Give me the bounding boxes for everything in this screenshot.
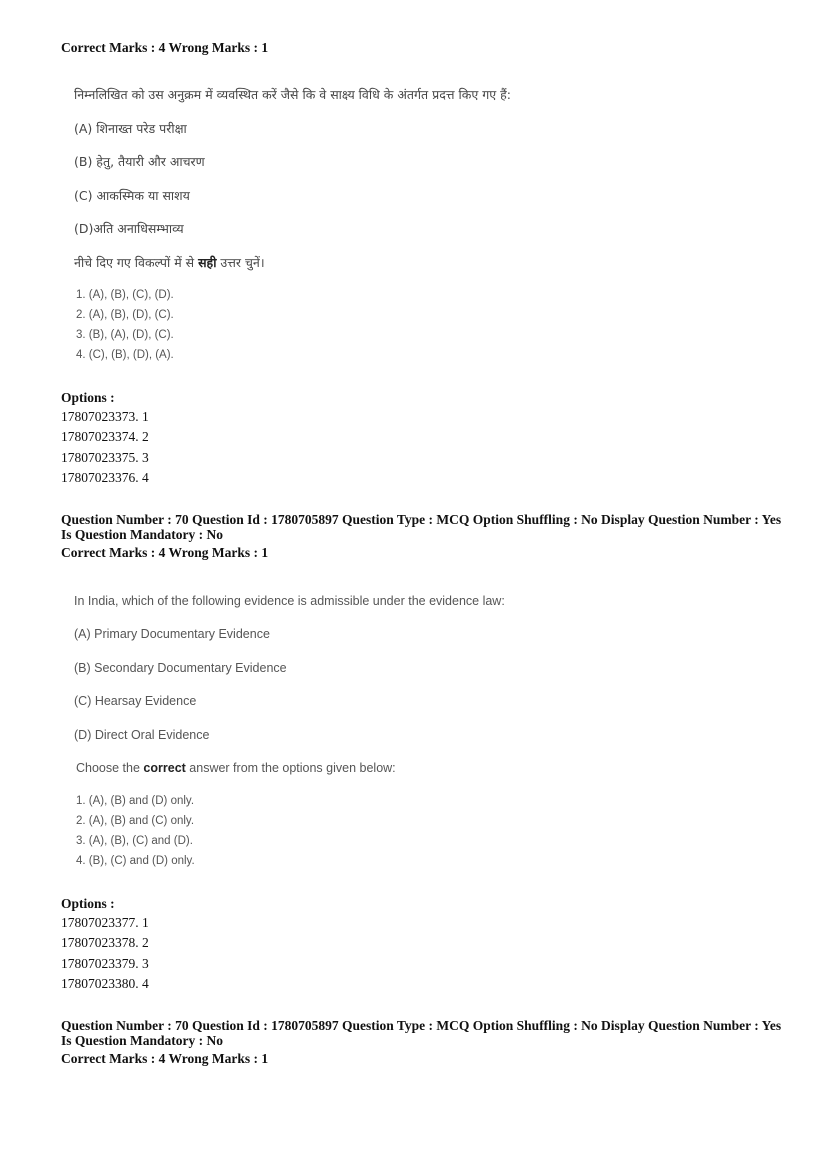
answer-choice: 4. (B), (C) and (D) only. <box>76 855 195 867</box>
option-row: 17807023373. 1 <box>61 409 149 424</box>
marks-line: Correct Marks : 4 Wrong Marks : 1 <box>61 545 269 560</box>
option-row: 17807023375. 3 <box>61 450 149 465</box>
question-instruction <box>76 761 396 775</box>
option-row: 17807023377. 1 <box>61 915 149 930</box>
instruction-text: answer from the options given below: <box>185 761 396 775</box>
instruction-text: नीचे दिए गए विकल्पों में से <box>74 255 199 270</box>
answer-choice: 1. (A), (B), (C), (D). <box>76 289 174 301</box>
question-item: (A) शिनाख्त परेड परीक्षा <box>74 121 187 136</box>
options-label: Options : <box>61 390 115 405</box>
question-item: (B) Secondary Documentary Evidence <box>74 661 287 675</box>
option-row: 17807023378. 2 <box>61 935 149 950</box>
instruction-emphasis: correct <box>143 761 186 775</box>
question-stem: In India, which of the following evidence is admissible under the evidence law: <box>74 594 505 608</box>
answer-choice: 3. (A), (B), (C) and (D). <box>76 835 193 847</box>
question-header: Question Number : 70 Question Id : 1780705897 Question Type : MCQ Option Shuffling : No Display Question Number : Yes <box>61 512 782 527</box>
question-item: (D) Direct Oral Evidence <box>74 728 210 742</box>
option-row: 17807023374. 2 <box>61 429 149 444</box>
answer-choice: 2. (A), (B) and (C) only. <box>76 815 195 827</box>
question-item: (C) Hearsay Evidence <box>74 694 197 708</box>
answer-choice: 3. (B), (A), (D), (C). <box>76 329 174 341</box>
question-header: Question Number : 70 Question Id : 1780705897 Question Type : MCQ Option Shuffling : No Display Question Number : Yes <box>61 1018 782 1033</box>
question-item: (B) हेतु, तैयारी और आचरण <box>74 154 205 169</box>
option-row: 17807023376. 4 <box>61 470 149 485</box>
option-row: 17807023379. 3 <box>61 956 149 971</box>
instruction-text: Choose the <box>76 761 144 775</box>
options-label: Options : <box>61 896 115 911</box>
question-item: (A) Primary Documentary Evidence <box>74 627 270 641</box>
marks-line: Correct Marks : 4 Wrong Marks : 1 <box>61 1051 269 1066</box>
answer-choice: 1. (A), (B) and (D) only. <box>76 795 195 807</box>
question-mandatory: Is Question Mandatory : No <box>61 527 224 542</box>
question-stem: निम्नलिखित को उस अनुक्रम में व्यवस्थित करें जैसे कि वे साक्ष्य विधि के अंतर्गत प्रदत्त किए गए हैं: <box>74 87 511 102</box>
question-instruction <box>74 254 265 271</box>
question-mandatory: Is Question Mandatory : No <box>61 1033 224 1048</box>
question-item: (C) आकस्मिक या साशय <box>74 188 190 203</box>
instruction-emphasis: सही <box>198 255 217 270</box>
option-row: 17807023380. 4 <box>61 976 149 991</box>
question-item: (D)अति अनाधिसम्भाव्य <box>74 221 184 236</box>
answer-choice: 4. (C), (B), (D), (A). <box>76 349 174 361</box>
marks-line: Correct Marks : 4 Wrong Marks : 1 <box>61 40 269 55</box>
instruction-text: उत्तर चुनें। <box>216 255 265 270</box>
answer-choice: 2. (A), (B), (D), (C). <box>76 309 174 321</box>
